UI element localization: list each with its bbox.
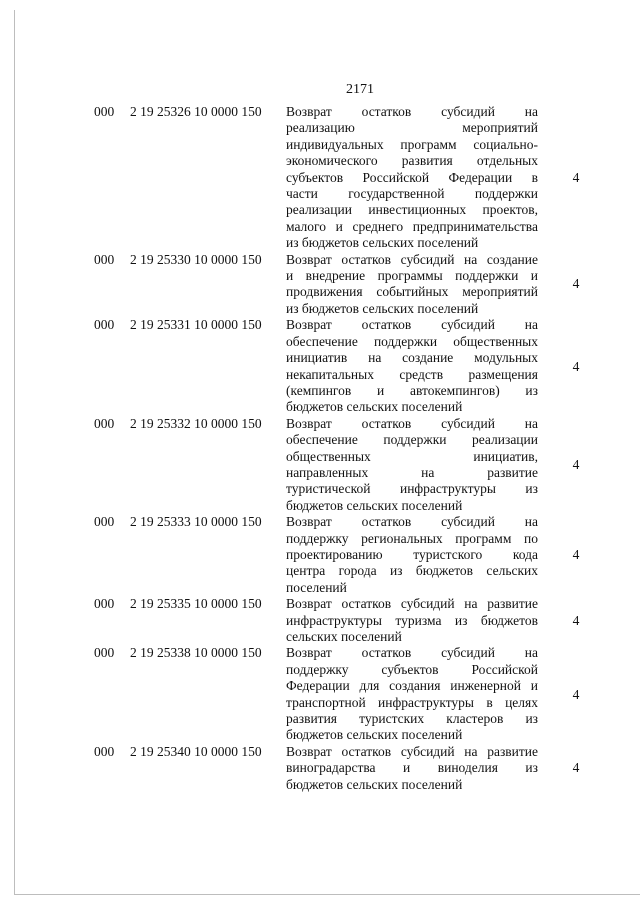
budget-classification-code: 2 19 25331 10 0000 150 [130,317,262,333]
income-description: Возврат остатков субсидий на развитие виноградарства и виноделия из бюджетов сельских поселений [286,743,538,792]
table-row [0,317,640,415]
row-value: 4 [572,169,580,185]
table-row [0,252,640,318]
row-value: 4 [572,276,580,292]
row-value: 4 [572,760,580,776]
admin-code: 000 [94,743,115,759]
table-row [0,744,640,793]
budget-classification-code: 2 19 25332 10 0000 150 [130,415,262,431]
budget-classification-code: 2 19 25340 10 0000 150 [130,743,262,759]
table-row [0,645,640,743]
budget-code-table [0,104,640,793]
admin-code: 000 [94,596,115,612]
admin-code: 000 [94,251,115,267]
row-value: 4 [572,546,580,562]
scan-border-bottom [14,894,640,895]
admin-code: 000 [94,514,115,530]
page-number: 2171 [346,82,374,97]
income-description: Возврат остатков субсидий на обеспечение поддержки реализации общественных инициатив, направленных на развитие туристической инфраструктуры из бюджетов сельских поселений [286,415,538,513]
table-row [0,416,640,514]
row-value: 4 [572,612,580,628]
income-description: Возврат остатков субсидий на поддержку субъектов Российской Федерации для создания инженерной и транспортной инфраструктуры в целях развития туристских кластеров из бюджетов сельских поселений [286,645,538,743]
income-description: Возврат остатков субсидий на развитие инфраструктуры туризма из бюджетов сельских поселений [286,596,538,644]
admin-code: 000 [94,415,115,431]
income-description: Возврат остатков субсидий на создание и внедрение программы поддержки и продвижения событийных мероприятий из бюджетов сельских поселений [286,251,538,316]
income-description: Возврат остатков субсидий на обеспечение поддержки общественных инициатив на создание модульных некапитальных средств размещения (кемпингов и автокемпингов) из бюджетов сельских поселений [286,317,538,415]
budget-classification-code: 2 19 25330 10 0000 150 [130,251,262,267]
table-row [0,596,640,645]
row-value: 4 [572,686,580,702]
budget-classification-code: 2 19 25333 10 0000 150 [130,514,262,530]
row-value: 4 [572,456,580,472]
budget-classification-code: 2 19 25338 10 0000 150 [130,645,262,661]
income-description: Возврат остатков субсидий на реализацию мероприятий индивидуальных программ социально- экономического развития отдельных субъектов Российской Федерации в части государственной поддержки реализации инвестиционных проектов, малого и среднего предпринимательства из бюджетов сельских поселений [286,104,538,251]
row-value: 4 [572,358,580,374]
admin-code: 000 [94,104,115,119]
table-row [0,104,640,252]
budget-classification-code: 2 19 25335 10 0000 150 [130,596,262,612]
budget-classification-code: 2 19 25326 10 0000 150 [130,104,262,119]
admin-code: 000 [94,317,115,333]
income-description: Возврат остатков субсидий на поддержку региональных программ по проектированию туристского кода центра города из бюджетов сельских поселений [286,514,538,595]
admin-code: 000 [94,645,115,661]
table-row [0,514,640,596]
